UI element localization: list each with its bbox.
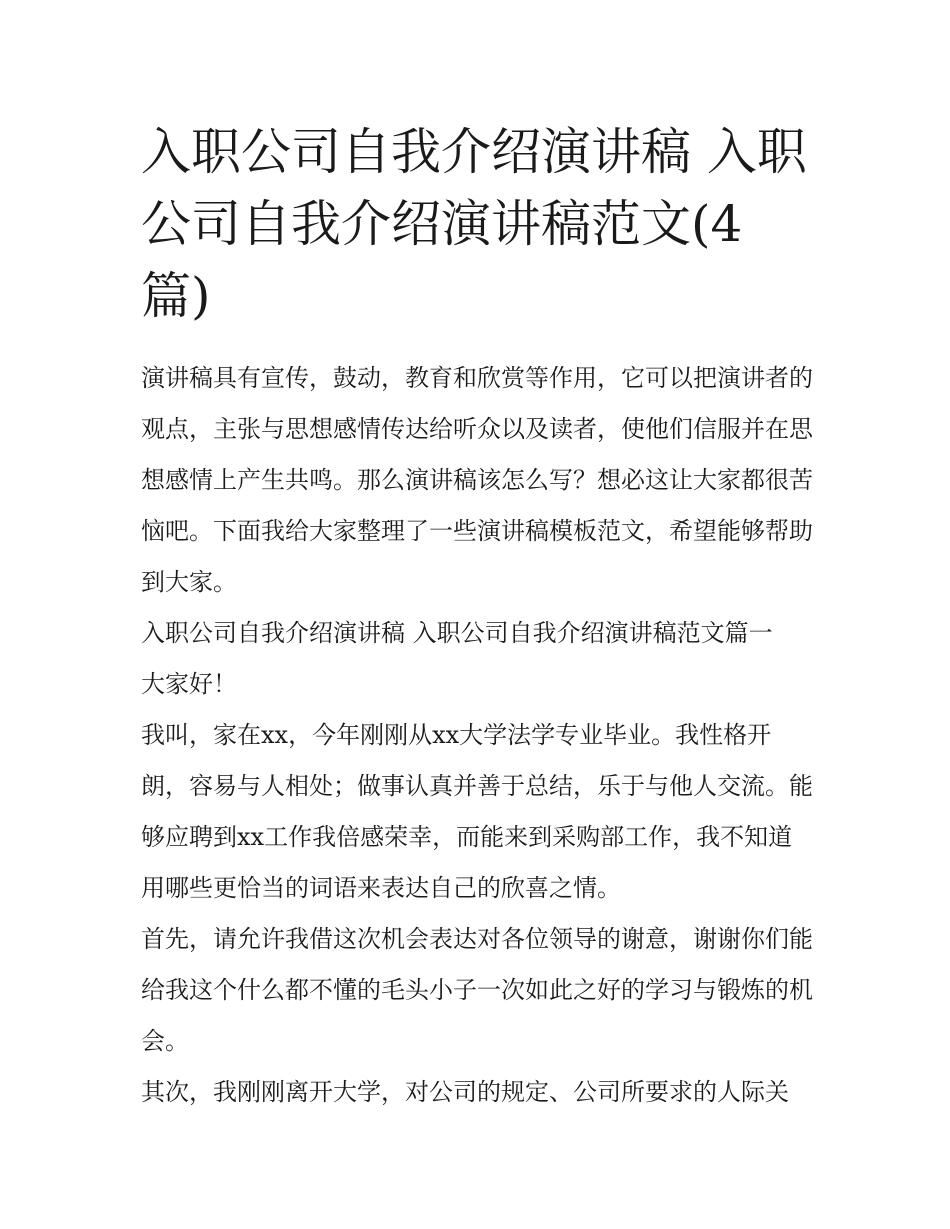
paragraph-secondly: 其次，我刚刚离开大学，对公司的规定、公司所要求的人际关 [141, 1078, 789, 1106]
paragraph-greeting: 大家好！ [141, 670, 237, 698]
paragraph-intro: 演讲稿具有宣传，鼓动，教育和欣赏等作用，它可以把演讲者的观点，主张与思想感情传达给听众以及读者，使他们信服并在思想感情上产生共鸣。那么演讲稿该怎么写？想必这让大家都很苦恼吧。下面我给大家整理了一些演讲稿模板范文，希望能够帮助到大家。 [141, 364, 813, 596]
document-body [141, 353, 813, 1118]
document-title: 入职公司自我介绍演讲稿 入职公司自我介绍演讲稿范文(4篇) [141, 123, 807, 325]
paragraph-self-intro: 我叫，家在xx，今年刚刚从xx大学法学专业毕业。我性格开朗，容易与人相处；做事认真并善于总结，乐于与他人交流。能够应聘到xx工作我倍感荣幸，而能来到采购部工作，我不知道用哪些更恰当的词语来表达自己的欣喜之情。 [141, 721, 813, 902]
paragraph-thanks: 首先，请允许我借这次机会表达对各位领导的谢意，谢谢你们能给我这个什么都不懂的毛头小子一次如此之好的学习与锻炼的机会。 [141, 925, 813, 1055]
paragraph-section-heading: 入职公司自我介绍演讲稿 入职公司自我介绍演讲稿范文篇一 [141, 619, 773, 647]
